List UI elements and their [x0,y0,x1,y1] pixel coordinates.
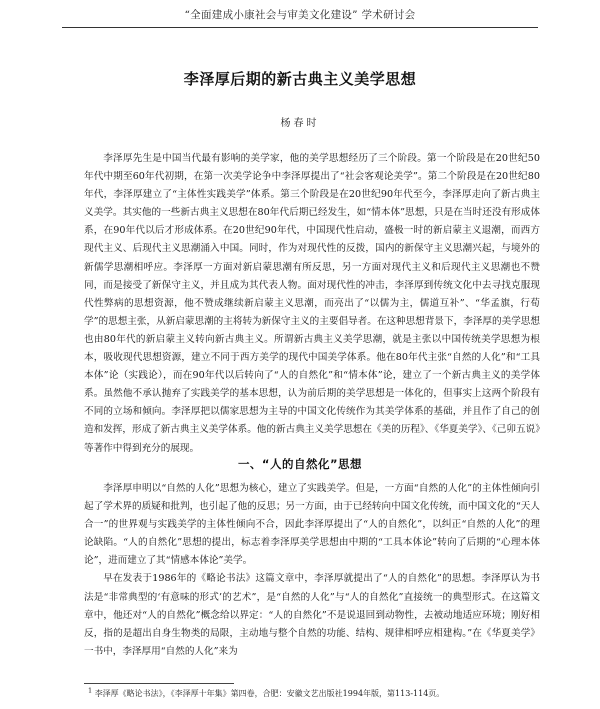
section-heading: 一、“人的自然化”思想 [237,457,363,471]
section-paragraph-1: 李泽厚申明以“自然的人化”思想为核心，建立了实践美学。但是，一方面“自然的人化”的主体性倾向引起了学术界的质疑和批判，也引起了他的反思；另一方面，由于已经转向中国文化传统，而中国文化的“天人合一”的世界观与实践美学的主体性倾向不合，因此李泽厚提出了“人的自然化”，以纠正“自然的人化”的理论缺陷。“人的自然化”思想的提出，标志着李泽厚美学思想由中期的“工具本体论”转向了后期的“心理本体论”，进而建立了其“情感本体论”美学。 [84,483,540,567]
author-name: 杨春时 [280,118,320,129]
footnote [88,688,540,700]
section-body [84,480,540,661]
header-rule [62,27,538,28]
article-title: 李泽厚后期的新古典主义美学思想 [183,70,417,88]
intro-paragraph: 李泽厚先生是中国当代最有影响的美学家，他的美学思想经历了三个阶段。第一个阶段是在20世纪50年代中期至60年代初期，在第一次美学论争中李泽厚提出了“社会客观论美学”。第二个阶段是在20世纪80年代，李泽厚建立了“主体性实践美学”体系。第三个阶段是在20世纪90年代至今，李泽厚走向了新古典主义美学。其实他的一些新古典主义思想在80年代后期已经发生，如“情本体”思想，只是在当时还没有形成体系，在90年代以后才形成体系。在20世纪90年代，中国现代性启动，盛极一时的新启蒙主义退潮，而西方现代主义、后现代主义思潮涌入中国。同时，作为对现代性的反拨，国内的新保守主义思潮兴起，与境外的新儒学思潮相呼应。李泽厚一方面对新启蒙思潮有所反思，另一方面对现代主义和后现代主义思潮也不赞同，而是接受了新保守主义，并且成为其代表人物。面对现代性的冲击，李泽厚到传统文化中去寻找克服现代性弊病的思想资源，他不赞成继续新启蒙主义思潮，而亮出了“以儒为主，儒道互补”、“华孟旗，行荀学”的思想主张，从新启蒙思潮的主将转为新保守主义的主要倡导者。在这种思想背景下，李泽厚的美学思想也由80年代的新启蒙主义转向新古典主义。所谓新古典主义美学思潮，就是主张以中国传统美学思想为根本，吸收现代思想资源，建立不同于西方美学的现代中国美学体系。他在80年代主张“自然的人化”和“工具本体”论（实践论），而在90年代以后转向了“人的自然化”和“情本体”论，建立了一个新古典主义的美学体系。虽然他不承认抛弃了实践美学的基本思想，认为前后期的美学思想是一体化的，但事实上这两个阶段有不同的立场和倾向。李泽厚把以儒家思想为主导的中国文化传统作为其美学体系的基础，并且作了自己的创造和发挥，形成了新古典主义美学体系。他的新古典主义美学思想在《美的历程》、《华夏美学》、《己卯五说》等著作中得到充分的展现。 [84,153,540,454]
footnote-marker: 1 [88,686,93,695]
running-header: “全面建成小康社会与审美文化建设” 学术研讨会 [184,9,416,21]
footnote-rule [84,683,234,684]
section-paragraph-2: 早在发表于1986年的《略论书法》这篇文章中，李泽厚就提出了“人的自然化”的思想。李泽厚认为书法是“非常典型的‘有意味的形式’的艺术”，是“自然的人化”与“人的自然化”直接统一的典型形式。在这篇文章中，他还对“人的自然化”概念给以界定：“人的自然化”不是说退回到动物性，去被动地适应环境；刚好相反，指的是超出自身生物类的局限，主动地与整个自然的功能、结构、规律相呼应相建构。”在《华夏美学》一书中，李泽厚用“自然的人化”来为 [84,573,540,657]
footnote-text: 李泽厚《略论书法》，《李泽厚十年集》第四卷，合肥：安徽文艺出版社1994年版，第113-114页。 [94,689,445,698]
intro-section [84,150,540,458]
